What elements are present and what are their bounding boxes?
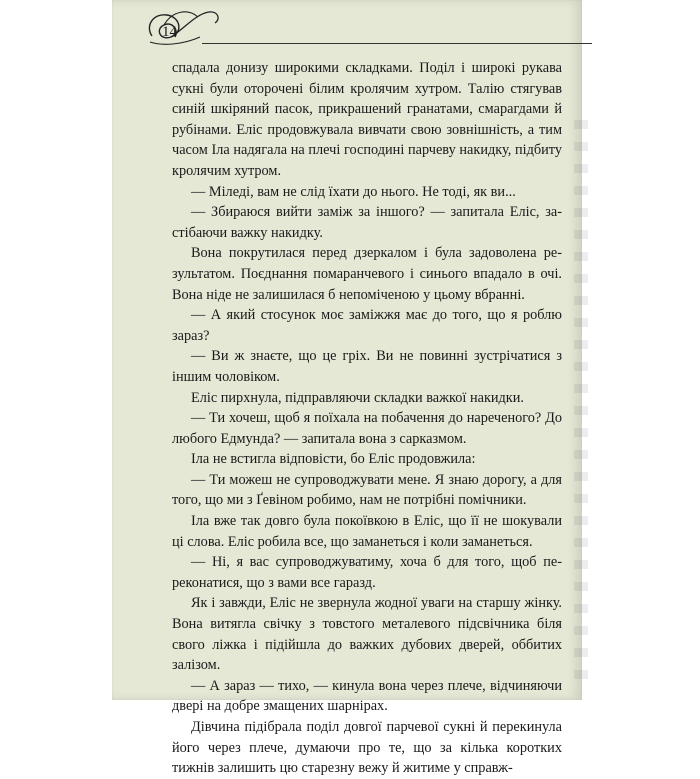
paragraph: — А який стосунок моє заміжжя має до того, що я роблю зараз? xyxy=(172,307,562,344)
page-header xyxy=(142,6,562,50)
paragraph: — Збираюся вийти заміж за іншого? — запитала Еліс, застібаючи важку накидку. xyxy=(172,204,562,241)
paragraph: — Ви ж знаєте, що це гріх. Ви не повинні зустрічатися з іншим чоловіком. xyxy=(172,348,562,385)
body-text xyxy=(172,58,562,779)
paragraph: Еліс пирхнула, підправляючи складки важкої накидки. xyxy=(191,389,524,406)
paragraph: — Міледі, вам не слід їхати до нього. Не тоді, як ви... xyxy=(191,183,516,200)
paragraph: Іла вже так довго була покоївкою в Еліс, що її не шокували ці слова. Еліс робила все, що заманеться і коли заманеться. xyxy=(172,513,562,550)
paragraph: — Ти можеш не супроводжувати мене. Я знаю дорогу, а для того, що ми з Ґевіном робимо, нам не потрібні помічники. xyxy=(172,471,562,509)
paragraph: Як і завжди, Еліс не звернула жодної уваги на старшу жінку. Вона витягла свічку з товстого металевого підсвічника біля свого ліжка і підійшла до важких дубових дверей, оббитих залізом. xyxy=(172,595,562,674)
paragraph: Іла не встигла відповісти, бо Еліс продовжила: xyxy=(191,451,476,468)
show-through xyxy=(574,120,588,680)
paragraph: Дівчина підібрала поділ довгої парчевої сукні й перекинула його через плече, думаючи про те, що за кілька коротких тижнів залишить цю старезну вежу й житиме у справж- xyxy=(172,719,562,777)
paragraph: — Ні, я вас супроводжуватиму, хоча б для того, щоб переконатися, що з вами все гаразд. xyxy=(172,554,562,591)
paragraph: — А зараз — тихо, — кинула вона через плече, відчиняючи двері на добре змащених шарнірах. xyxy=(172,677,562,715)
paragraph: Вона покрутилася перед дзеркалом і була задоволена результатом. Поєднання помаранчевого і синього впадало в очі. Вона ніде не залишилася б непоміченою у цьому вбранні. xyxy=(172,245,562,303)
paragraph: — Ти хочеш, щоб я поїхала на побачення до нареченого? До любого Едмунда? — запитала вона з сарказмом. xyxy=(172,410,562,447)
book-page xyxy=(112,0,582,777)
page-number: 14 xyxy=(162,24,177,40)
paragraph: спадала донизу широкими складками. Поділ і широкі рукава сукні були оторочені білим кролячим хутром. Талію стягував синій шкіряний пасок, прикрашений гранатами, смарагдами й рубінами. Еліс продовжувала вивчати свою зовнішність, а тим часом Іла надягала на плечі господині парчеву накидку, підбиту кролячим хутром. xyxy=(172,60,562,179)
header-rule xyxy=(202,43,592,44)
